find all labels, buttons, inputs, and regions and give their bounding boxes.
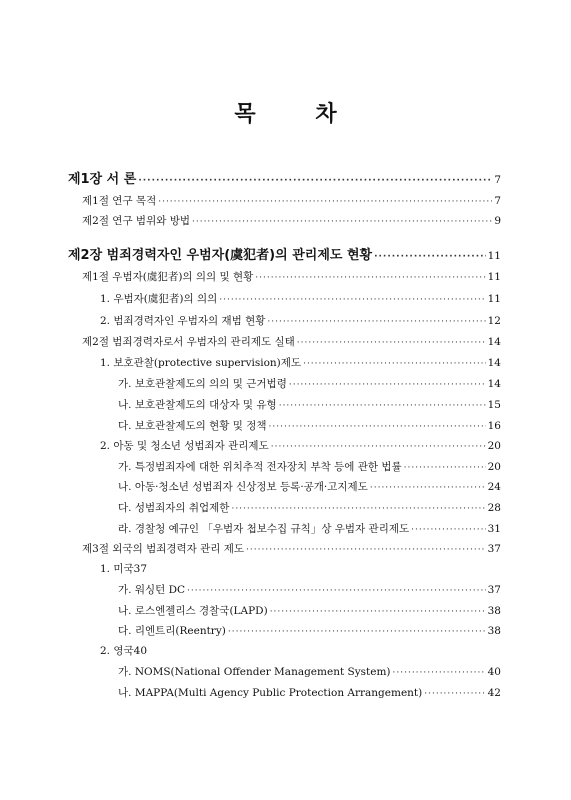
toc-label: 다. 보호관찰제도의 현황 및 정책 (118, 420, 267, 432)
toc-page-number: 12 (487, 315, 501, 327)
toc-label: 다. 리엔트리(Reentry) (118, 625, 226, 637)
leader-dots (138, 176, 492, 186)
toc-label: 2. 범죄경력자인 우범자의 재범 현황 (100, 315, 266, 327)
toc-entry-subsection[interactable] (100, 355, 501, 370)
toc-entry-chapter-2[interactable] (68, 244, 501, 263)
toc-entry-item[interactable] (118, 397, 501, 412)
leader-dots (231, 504, 485, 514)
toc-entry-item[interactable] (118, 521, 501, 536)
toc-entry-item[interactable] (118, 500, 501, 515)
toc-entry-item[interactable] (118, 582, 501, 597)
toc-label: 1. 미국37 (100, 563, 148, 575)
toc-label: 제2절 범죄경력자로서 우범자의 관리제도 실태 (82, 336, 295, 348)
toc-page-number: 14 (487, 378, 501, 390)
leader-dots (187, 586, 486, 596)
leader-dots (411, 525, 485, 535)
leader-dots (246, 545, 486, 555)
toc-entry-section[interactable] (82, 213, 501, 228)
toc-label: 나. MAPPA(Multi Agency Public Protection Arrangement) (118, 687, 423, 699)
toc-page-number: 38 (487, 605, 501, 617)
leader-dots (303, 359, 486, 369)
leader-dots (370, 483, 486, 493)
toc-entry-item[interactable] (118, 459, 501, 474)
toc-page-number: 16 (487, 420, 501, 432)
toc-entry-item[interactable] (118, 418, 501, 433)
toc-entry-item[interactable] (118, 603, 501, 618)
toc-label: 제1절 우범자(虞犯者)의 의의 및 현황 (82, 271, 254, 283)
toc-label: 1. 우범자(虞犯者)의 의의 (100, 293, 218, 305)
toc-page-number: 24 (487, 481, 501, 493)
toc-label: 가. 보호관찰제도의 의의 및 근거법령 (118, 378, 287, 390)
toc-entry-item[interactable] (118, 376, 501, 391)
leader-dots (393, 668, 486, 678)
toc-page-number: 37 (487, 543, 501, 555)
toc-page-number: 14 (487, 357, 501, 369)
leader-dots (269, 422, 486, 432)
leader-dots (297, 338, 486, 348)
toc-entry-subsection[interactable] (100, 643, 501, 658)
toc-label: 가. NOMS(National Offender Management System) (118, 666, 391, 678)
leader-dots (270, 607, 486, 617)
toc-page-number: 20 (487, 440, 501, 452)
toc-page-number: 28 (487, 502, 501, 514)
toc-entry-section[interactable] (82, 193, 501, 208)
toc-label: 제1장 서 론 (68, 172, 137, 187)
toc-page-number: 11 (487, 293, 501, 305)
toc-entry-item[interactable] (118, 623, 501, 638)
leader-dots (192, 217, 492, 227)
toc-page-number: 9 (494, 215, 501, 227)
toc-page-number: 7 (494, 195, 501, 207)
toc-entry-chapter-1[interactable] (68, 168, 501, 187)
toc-label: 가. 특정범죄자에 대한 위치추적 전자장치 부착 등에 관한 법률 (118, 461, 402, 473)
page-title: 목 차 (234, 102, 363, 127)
toc-label: 제2절 연구 범위와 방법 (82, 215, 190, 227)
toc-page-number: 37 (487, 584, 501, 596)
leader-dots (404, 463, 486, 473)
toc-label: 1. 보호관찰(protective supervision)제도 (100, 357, 302, 369)
leader-dots (289, 380, 486, 390)
toc-page-number: 42 (487, 687, 501, 699)
toc-page-number: 7 (494, 174, 501, 186)
toc-entry-subsection[interactable] (100, 291, 501, 306)
toc-page-number: 11 (487, 250, 501, 262)
leader-dots (267, 317, 485, 327)
leader-dots (219, 295, 485, 305)
toc-entry-section[interactable] (82, 334, 501, 349)
toc-label: 2. 아동 및 청소년 성범죄자 관리제도 (100, 440, 269, 452)
leader-dots (158, 197, 492, 207)
toc-entry-subsection[interactable] (100, 313, 501, 328)
toc-label: 가. 워싱턴 DC (118, 584, 186, 596)
leader-dots (228, 627, 486, 637)
toc-page-number: 38 (487, 625, 501, 637)
leader-dots (279, 401, 486, 411)
toc-label: 제2장 범죄경력자인 우범자(虞犯者)의 관리제도 현황 (68, 248, 373, 263)
toc-label: 제1절 연구 목적 (82, 195, 157, 207)
leader-dots (255, 273, 485, 283)
toc-label: 나. 로스엔젤리스 경찰국(LAPD) (118, 605, 268, 617)
toc-page-number: 20 (487, 461, 501, 473)
toc-entry-section[interactable] (82, 541, 501, 556)
toc-label: 2. 영국40 (100, 645, 148, 657)
toc-entry-item[interactable] (118, 664, 501, 679)
toc-entry-subsection[interactable] (100, 561, 501, 576)
toc-page-number: 40 (487, 666, 501, 678)
leader-dots (374, 252, 486, 262)
toc-entry-item[interactable] (118, 685, 501, 700)
toc-page-number: 15 (487, 399, 501, 411)
toc-entry-item[interactable] (118, 479, 501, 494)
toc-page-number: 14 (487, 336, 501, 348)
leader-dots (271, 442, 486, 452)
toc-entry-section[interactable] (82, 269, 501, 284)
toc-entry-subsection[interactable] (100, 438, 501, 453)
toc-page-number: 31 (487, 523, 501, 535)
toc-label: 다. 성범죄자의 취업제한 (118, 502, 230, 514)
toc-label: 나. 보호관찰제도의 대상자 및 유형 (118, 399, 277, 411)
toc-label: 제3절 외국의 범죄경력자 관리 제도 (82, 543, 245, 555)
toc-label: 라. 경찰청 예규인 「우범자 첩보수집 규칙」상 우범자 관리제도 (118, 523, 410, 535)
toc-page-number: 11 (487, 271, 501, 283)
leader-dots (424, 689, 485, 699)
toc-label: 나. 아동·청소년 성범죄자 신상정보 등록·공개·고지제도 (118, 481, 368, 493)
